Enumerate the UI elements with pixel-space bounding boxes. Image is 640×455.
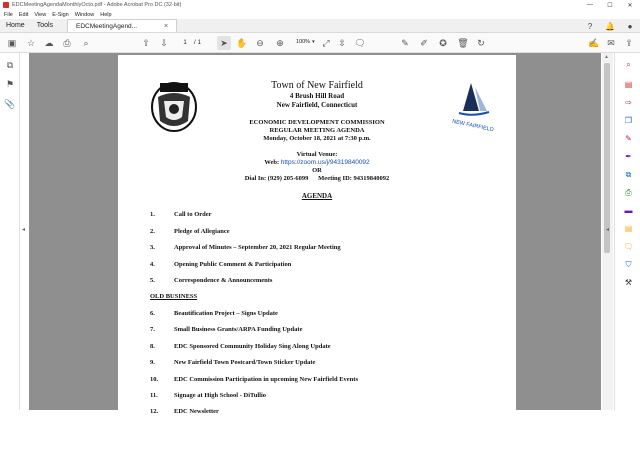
select-cursor-icon[interactable]: ➤: [217, 36, 231, 50]
fit-page-icon[interactable]: ⤢: [322, 37, 330, 48]
rotate-icon[interactable]: ↻: [477, 37, 485, 48]
menu-edit[interactable]: Edit: [18, 11, 29, 18]
stamp-icon[interactable]: ✪: [439, 37, 447, 48]
search-tool-icon[interactable]: ⌕: [626, 59, 631, 69]
delete-icon[interactable]: 🗑: [457, 37, 469, 48]
agenda-item: 2. Pledge of Allegiance: [150, 228, 230, 235]
organize-pages-icon[interactable]: ⧉: [625, 169, 632, 179]
close-button[interactable]: ✕: [627, 2, 633, 9]
compress-icon[interactable]: ▤: [624, 224, 633, 233]
scroll-mode-icon[interactable]: ⇳: [338, 37, 346, 48]
page-thumbnails-icon[interactable]: ⧉: [6, 59, 14, 70]
meeting-type: REGULAR MEETING AGENDA: [269, 127, 365, 134]
agenda-heading: AGENDA: [301, 192, 333, 200]
save-icon[interactable]: ▣: [7, 37, 17, 48]
scroll-thumb[interactable]: [604, 63, 610, 253]
zoom-link[interactable]: https://zoom.us/j/94319840092: [280, 159, 370, 166]
sign-icon[interactable]: ✍: [588, 37, 600, 48]
page-total: 1: [197, 40, 202, 46]
commission-title: ECONOMIC DEVELOPMENT COMMISSION: [249, 119, 385, 126]
zoom-out-icon[interactable]: ⊖: [256, 37, 264, 48]
agenda-item: 8. EDC Sponsored Community Holiday Sing Along Update: [150, 343, 331, 350]
scroll-up-icon[interactable]: ▲: [604, 54, 609, 60]
agenda-item: 7. Small Business Grants/ARPA Funding Update: [150, 326, 303, 333]
share-icon[interactable]: ⇪: [625, 37, 633, 48]
menu-view[interactable]: View: [34, 11, 47, 18]
logo-text: NEW FAIRFIELD: [451, 118, 495, 134]
menu-window[interactable]: Window: [74, 11, 95, 18]
profile-icon[interactable]: ●: [627, 21, 633, 31]
web-label: Web:: [264, 159, 280, 166]
agenda-item: 4. Opening Public Comment & Participation: [150, 261, 292, 268]
close-tab-icon[interactable]: ×: [163, 22, 169, 30]
venue-label: Virtual Venue:: [296, 151, 338, 158]
scan-icon[interactable]: ⎙: [625, 187, 632, 197]
page-separator: /: [194, 40, 196, 46]
agenda-item: 1. Call to Order: [150, 211, 212, 218]
window-title: EDCMeetingAgendaMonthlyOcto.pdf - Adobe Acrobat Pro DC (32-bit): [12, 2, 182, 8]
main-toolbar: [0, 33, 640, 53]
hand-tool-icon[interactable]: ✋: [236, 37, 248, 48]
upload-cloud-icon[interactable]: ☁: [44, 37, 54, 48]
notifications-icon[interactable]: 🔔: [605, 21, 615, 31]
help-icon[interactable]: ?: [587, 21, 593, 31]
town-name: Town of New Fairfield: [271, 80, 363, 91]
next-page-icon[interactable]: ⇩: [160, 37, 168, 48]
zoom-search-icon[interactable]: ⌕: [83, 37, 89, 48]
zoom-dropdown[interactable]: [296, 39, 315, 45]
print-icon[interactable]: ⎙: [63, 37, 71, 48]
collapse-left-icon[interactable]: ◂: [22, 227, 26, 233]
comment-icon[interactable]: 🗨: [354, 37, 366, 48]
previous-page-icon[interactable]: ⇧: [142, 37, 150, 48]
comment-tool-icon[interactable]: 🗨: [623, 242, 634, 251]
agenda-item: 12. EDC Newsletter: [150, 408, 219, 415]
page-number-input[interactable]: 1: [178, 38, 192, 48]
old-business-heading: OLD BUSINESS: [150, 293, 198, 300]
left-navigation-pane: [0, 53, 20, 410]
chevron-down-icon: ▾: [312, 39, 315, 45]
town-city: New Fairfield, Connecticut: [276, 101, 358, 109]
agenda-item: 6. Beautification Project – Signs Update: [150, 310, 278, 317]
menu-esign[interactable]: E-Sign: [52, 11, 69, 18]
page-navigator: [178, 38, 201, 48]
zoom-level: 100%: [296, 39, 311, 45]
pdf-page: [118, 55, 516, 455]
agenda-item: 5. Correspondence & Announcements: [150, 277, 273, 284]
combine-files-icon[interactable]: ❐: [624, 116, 633, 125]
menu-help[interactable]: Help: [100, 11, 112, 18]
create-pdf-icon[interactable]: ▤: [624, 80, 633, 89]
town-address: 4 Brush Hill Road: [289, 92, 345, 100]
document-viewer[interactable]: [29, 53, 601, 415]
more-tools-icon[interactable]: ⚒: [624, 278, 633, 287]
protect-icon[interactable]: ⛉: [625, 259, 632, 269]
title-bar: [0, 0, 640, 10]
draw-icon[interactable]: ✐: [420, 37, 428, 48]
attachments-icon[interactable]: 📎: [4, 98, 16, 109]
web-line: [118, 159, 516, 166]
collapse-right-icon[interactable]: ◂: [606, 227, 610, 233]
email-icon[interactable]: ✉: [607, 37, 615, 48]
maximize-button[interactable]: ☐: [607, 2, 613, 9]
menu-bar: [0, 10, 640, 19]
agenda-item: 9. New Fairfield Town Postcard/Town Sticker Update: [150, 359, 316, 366]
zoom-in-icon[interactable]: ⊕: [276, 37, 284, 48]
fill-sign-icon[interactable]: ✒: [625, 152, 632, 161]
menu-file[interactable]: File: [4, 11, 13, 18]
tab-bar: [0, 19, 640, 33]
export-pdf-icon[interactable]: ⇨: [625, 98, 632, 107]
meeting-date: Monday, October 18, 2021 at 7:30 p.m.: [263, 135, 371, 142]
edit-pdf-icon[interactable]: ✎: [625, 134, 632, 143]
redact-icon[interactable]: ▬: [624, 206, 633, 215]
agenda-item: 11. Signage at High School - DiTullio: [150, 392, 267, 399]
tab-tools[interactable]: Tools: [36, 22, 54, 29]
highlight-pen-icon[interactable]: ✎: [401, 37, 409, 48]
bookmarks-icon[interactable]: ⚑: [5, 78, 15, 89]
acrobat-app-icon: [3, 2, 9, 8]
agenda-item: 3. Approval of Minutes – September 20, 2021 Regular Meeting: [150, 244, 341, 251]
or-text: OR: [312, 167, 322, 174]
tab-home[interactable]: Home: [6, 22, 25, 29]
minimize-button[interactable]: —: [587, 2, 593, 8]
agenda-item: 10. EDC Commission Participation in upcoming New Fairfield Events: [150, 376, 358, 383]
bookmark-star-icon[interactable]: ☆: [26, 37, 36, 48]
right-tools-pane: [614, 53, 640, 410]
dial-in-info: Dial In: (929) 205-6099 Meeting ID: 94319840092: [244, 175, 390, 182]
tab-document[interactable]: [67, 19, 177, 32]
tab-document-label: EDCMeetingAgend...: [76, 22, 138, 30]
